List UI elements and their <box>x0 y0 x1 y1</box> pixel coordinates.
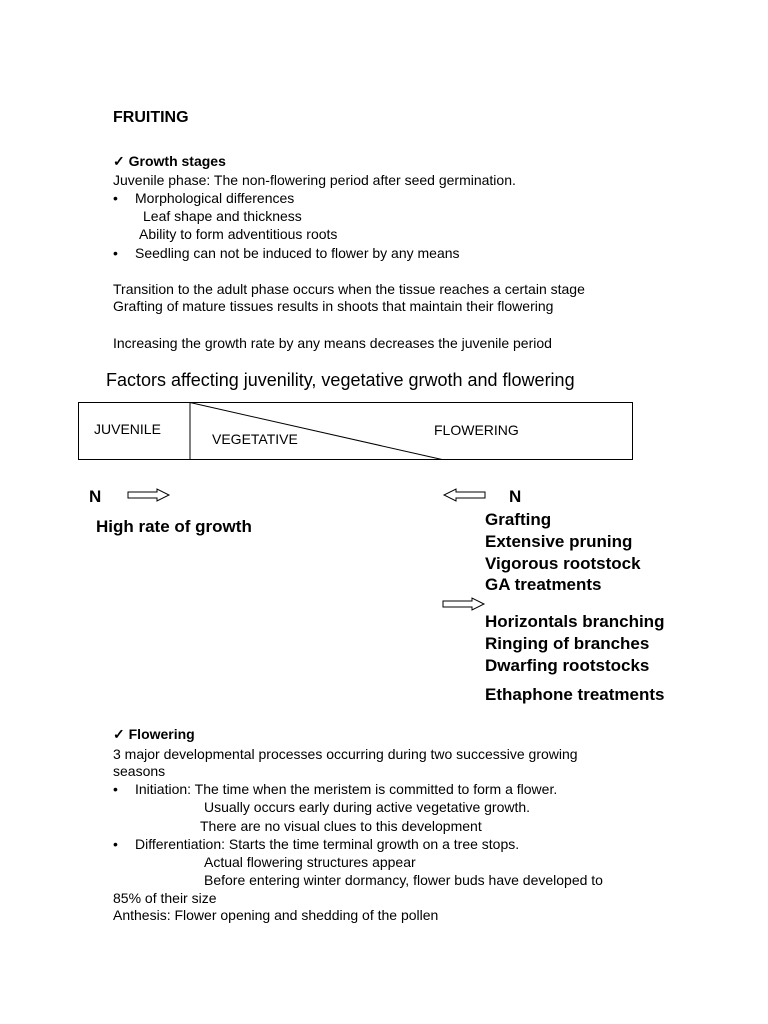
sub-item-text: Usually occurs early during active vegetative growth. <box>204 799 531 815</box>
flowering-intro: seasons <box>113 763 166 779</box>
left-factor-text: High rate of growth <box>96 517 252 536</box>
flowering-label: FLOWERING <box>434 422 519 438</box>
sub-item-text: There are no visual clues to this development <box>200 818 482 834</box>
flowering-intro: 3 major developmental processes occurring during two successive growing <box>113 746 578 762</box>
list-item-text: Differentiation: Starts the time terminal growth on a tree stops. <box>135 836 520 852</box>
arrow-left-icon <box>442 488 486 502</box>
factor-item: Vigorous rootstock <box>485 554 641 573</box>
growth-stages-heading <box>113 152 226 170</box>
sub-item-text: Before entering winter dormancy, flower buds have developed to <box>204 872 603 888</box>
arrow-right-icon <box>442 597 486 611</box>
juvenile-phase-text: Juvenile phase: The non-flowering period after seed germination. <box>113 172 516 188</box>
phase-diagram <box>78 402 634 462</box>
transition-text: Transition to the adult phase occurs when the tissue reaches a certain stage <box>113 281 585 297</box>
sub-item-text: Leaf shape and thickness <box>143 208 302 224</box>
sub-item-text: Actual flowering structures appear <box>204 854 416 870</box>
flowering-heading <box>113 725 195 743</box>
increasing-text: Increasing the growth rate by any means decreases the juvenile period <box>113 335 552 351</box>
juvenile-label: JUVENILE <box>94 421 161 437</box>
growth-stages-label: Growth stages <box>128 153 226 169</box>
factor-item: Grafting <box>485 510 552 529</box>
check-icon: ✓ <box>113 726 125 742</box>
list-item <box>113 244 460 262</box>
anthesis-text: Anthesis: Flower opening and shedding of the pollen <box>113 907 439 923</box>
diagram-title: Factors affecting juvenility, vegetative grwoth and flowering <box>106 370 575 390</box>
list-item <box>113 835 519 853</box>
list-item <box>113 780 557 798</box>
factor-item: GA treatments <box>485 575 602 594</box>
bullet-icon: • <box>113 836 118 852</box>
factor-item: Ethaphone treatments <box>485 685 665 704</box>
list-item-text: Seedling can not be induced to flower by any means <box>135 245 460 261</box>
vegetative-label: VEGETATIVE <box>212 431 298 447</box>
right-n-label: N <box>509 487 522 506</box>
factor-item: Extensive pruning <box>485 532 633 551</box>
diagram-frame <box>79 403 633 460</box>
list-item <box>113 189 294 207</box>
factor-item: Horizontals branching <box>485 612 665 631</box>
bullet-icon: • <box>113 245 118 261</box>
left-n-label: N <box>89 487 102 506</box>
grafting-text: Grafting of mature tissues results in shoots that maintain their flowering <box>113 298 554 314</box>
bullet-icon: • <box>113 781 118 797</box>
arrow-right-icon <box>127 488 171 502</box>
bullet-icon: • <box>113 190 118 206</box>
page-title: FRUITING <box>113 109 189 126</box>
sub-item-text: 85% of their size <box>113 890 217 906</box>
list-item-text: Initiation: The time when the meristem is committed to form a flower. <box>135 781 558 797</box>
flowering-label: Flowering <box>128 726 195 742</box>
factor-item: Ringing of branches <box>485 634 650 653</box>
sub-item-text: Ability to form adventitious roots <box>139 226 338 242</box>
list-item-text: Morphological differences <box>135 190 295 206</box>
factor-item: Dwarfing rootstocks <box>485 656 650 675</box>
check-icon: ✓ <box>113 153 125 169</box>
